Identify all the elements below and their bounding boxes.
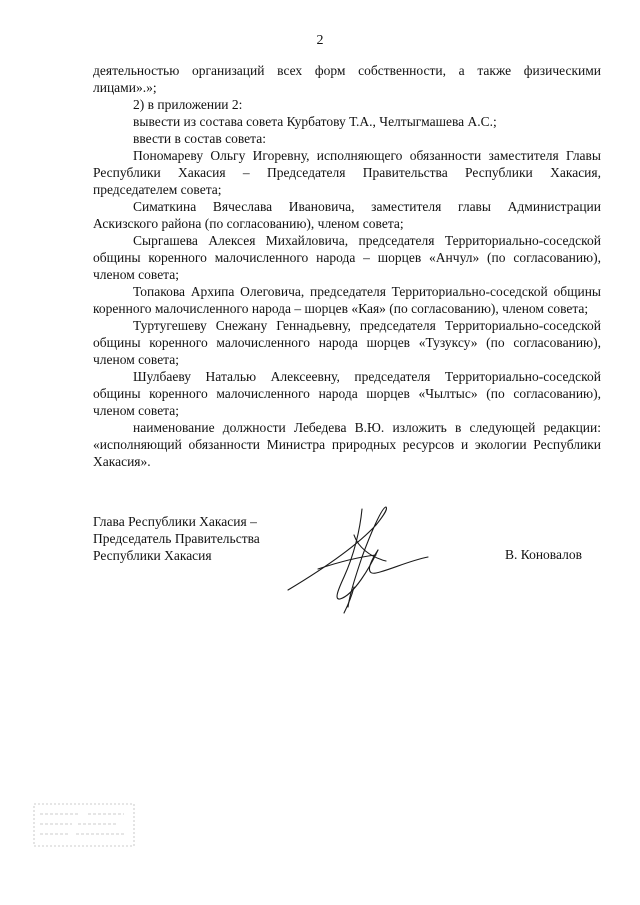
signatory-position-line: Председатель Правительства [93, 531, 260, 546]
paragraph-continuation: деятельностью организаций всех форм собственности, а также физическими лицами».»; [93, 63, 601, 95]
signatory-name: В. Коновалов [505, 547, 582, 562]
paragraph-member-simatkin: Симаткина Вячеслава Ивановича, заместителя главы Администрации Аскизского района (по согласованию), членом совета; [93, 199, 601, 231]
paragraph-appendix-2: 2) в приложении 2: [133, 97, 243, 112]
paragraph-remove-members: вывести из состава совета Курбатову Т.А., Челтыгмашева А.С.; [133, 114, 497, 129]
handwritten-signature [258, 495, 438, 620]
document-body [93, 62, 601, 470]
signatory-position-line: Республики Хакасия [93, 548, 212, 563]
paragraph-member-shulbaeva: Шулбаеву Наталью Алексеевну, председателя Территориально-соседской общины коренного малочисленного народа шорцев «Чылтыс» (по согласованию), членом совета; [93, 369, 601, 418]
paragraph-lebedev-title: наименование должности Лебедева В.Ю. изложить в следующей редакции: «исполняющий обязанности Министра природных ресурсов и экологии Республики Хакасия». [93, 420, 601, 469]
paragraph-member-turtugesheva: Туртугешеву Снежану Геннадьевну, председателя Территориально-соседской общины коренного малочисленного народа шорцев «Тузуксу» (по согласованию), членом совета; [93, 318, 601, 367]
registration-stamp [32, 802, 142, 850]
paragraph-member-ponomareva: Пономареву Ольгу Игоревну, исполняющего обязанности заместителя Главы Республики Хакасия – Председателя Правительства Республики Хакасия, председателем совета; [93, 148, 601, 197]
paragraph-add-members: ввести в состав совета: [133, 131, 266, 146]
paragraph-member-syrgashev: Сыргашева Алексея Михайловича, председателя Территориально-соседской общины коренного малочисленного народа – шорцев «Анчул» (по согласованию), членом совета; [93, 233, 601, 282]
signatory-position-line: Глава Республики Хакасия – [93, 514, 257, 529]
signatory-position [93, 513, 260, 564]
paragraph-member-topakov: Топакова Архипа Олеговича, председателя Территориально-соседской общины коренного малочисленного народа – шорцев «Кая» (по согласованию), членом совета; [93, 284, 601, 316]
page-number: 2 [316, 33, 324, 48]
